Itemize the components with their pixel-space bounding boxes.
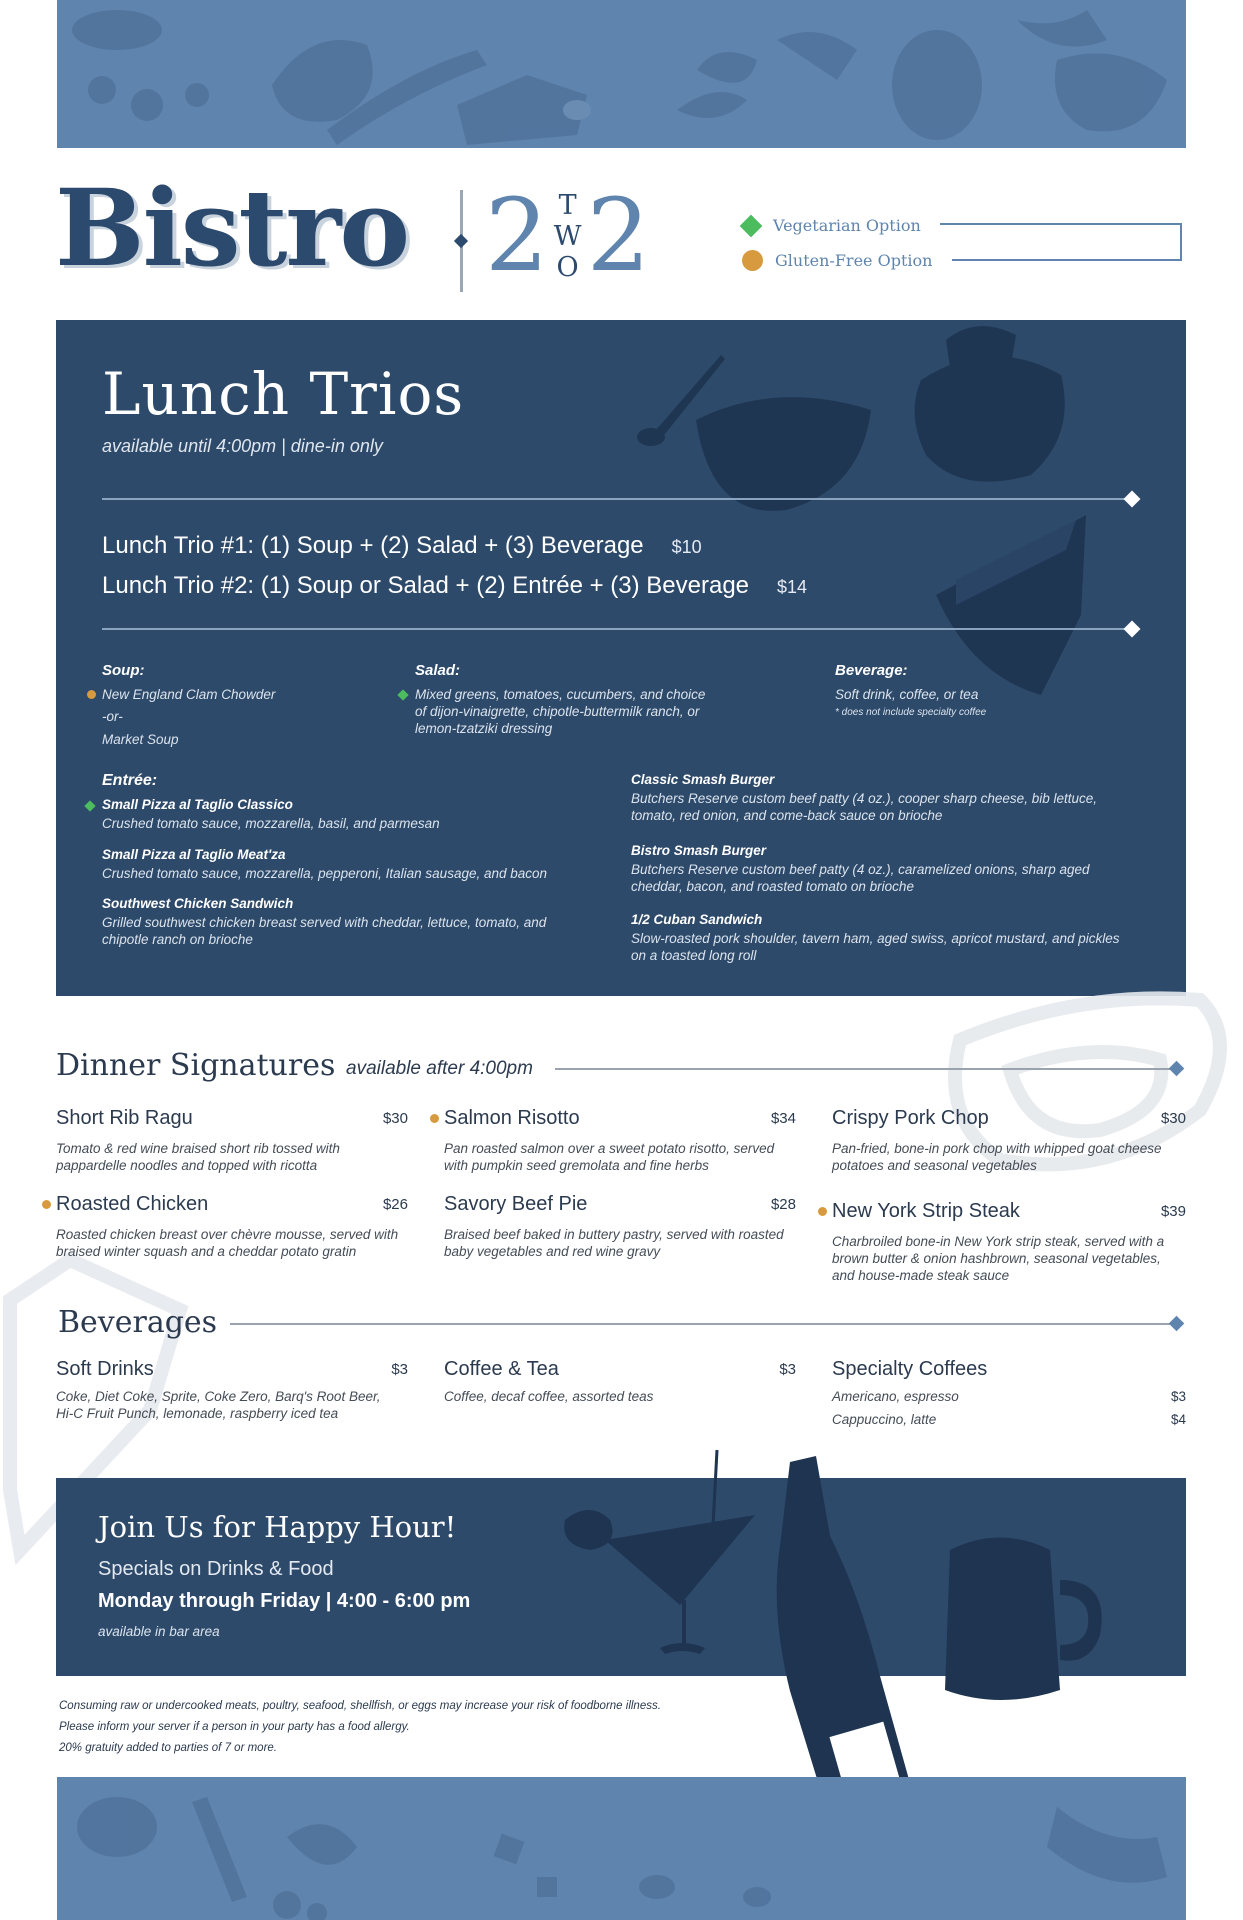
legend-vegetarian bbox=[740, 208, 932, 243]
soft-drinks-name: Soft Drinks bbox=[56, 1358, 154, 1380]
entree-classic-smash-name: Classic Smash Burger bbox=[631, 772, 775, 787]
disclaimer-line: Please inform your server if a person in your party has a food allergy. bbox=[59, 1721, 410, 1733]
dinner-item-desc: and house-made steak sauce bbox=[832, 1268, 1010, 1283]
entree-southwest-desc-1: Grilled southwest chicken breast served with cheddar, lettuce, tomato, and bbox=[102, 915, 547, 930]
entree-southwest-desc-2: chipotle ranch on brioche bbox=[102, 932, 253, 947]
logo-two-letters bbox=[551, 190, 585, 283]
trio-1-price: $10 bbox=[671, 537, 702, 557]
dinner-item-desc: Charbroiled bone-in New York strip steak, served with a bbox=[832, 1234, 1165, 1249]
dinner-title: Dinner Signatures bbox=[56, 1048, 336, 1083]
coffee-tea-desc: Coffee, decaf coffee, assorted teas bbox=[444, 1389, 654, 1404]
dinner-item-desc: Pan roasted salmon over a sweet potato risotto, served bbox=[444, 1141, 775, 1156]
legend-bracket bbox=[1180, 223, 1182, 261]
soup-item-2: Market Soup bbox=[102, 732, 179, 747]
dinner-item-name: Roasted Chicken bbox=[56, 1193, 209, 1215]
food-sketch-icon bbox=[57, 1777, 1186, 1920]
logo-diamond-icon bbox=[454, 234, 468, 248]
happy-hour-note: available in bar area bbox=[98, 1624, 220, 1639]
entree-cuban-name: 1/2 Cuban Sandwich bbox=[631, 912, 763, 927]
entree-southwest-name: Southwest Chicken Sandwich bbox=[102, 896, 294, 911]
legend-gluten-free-label: Gluten-Free Option bbox=[775, 251, 933, 270]
dinner-item-price: $34 bbox=[770, 1110, 796, 1127]
divider bbox=[555, 1068, 1175, 1070]
specialty-row-price: $4 bbox=[1170, 1412, 1186, 1427]
dinner-item-desc: brown butter & onion hashbrown, seasonal vegetables, bbox=[832, 1251, 1161, 1266]
coffee-tea-name: Coffee & Tea bbox=[444, 1358, 559, 1380]
soup-item-1: New England Clam Chowder bbox=[102, 687, 276, 702]
dinner-item-name: Salmon Risotto bbox=[444, 1107, 580, 1129]
logo-two bbox=[485, 177, 651, 294]
dinner-item-price: $30 bbox=[382, 1110, 408, 1127]
divider bbox=[230, 1323, 1170, 1325]
specialty-row-item: Cappuccino, latte bbox=[832, 1412, 937, 1427]
entree-bistro-smash-desc-1: Butchers Reserve custom beef patty (4 oz.), caramelized onions, sharp aged bbox=[631, 862, 1090, 877]
dinner-item-desc: Roasted chicken breast over chèvre mousse, served with bbox=[56, 1227, 399, 1242]
gluten-free-icon bbox=[42, 1200, 51, 1209]
entree-meatza-desc: Crushed tomato sauce, mozzarella, pepperoni, Italian sausage, and bacon bbox=[102, 866, 548, 881]
entree-classico-desc: Crushed tomato sauce, mozzarella, basil, and parmesan bbox=[102, 816, 440, 831]
dinner-item-name: New York Strip Steak bbox=[832, 1200, 1020, 1222]
dinner-item-price: $30 bbox=[1160, 1110, 1186, 1127]
entree-classic-smash-desc-2: tomato, red onion, and come-back sauce on brioche bbox=[631, 808, 943, 823]
beverage-heading: Beverage: bbox=[835, 662, 908, 679]
dinner-item-price: $28 bbox=[770, 1196, 796, 1213]
trio-2-price: $14 bbox=[777, 577, 808, 597]
happy-hour-days: Monday through Friday | 4:00 - 6:00 pm bbox=[98, 1590, 471, 1612]
dinner-item-desc: Tomato & red wine braised short rib tossed with bbox=[56, 1141, 340, 1156]
food-sketch-icon bbox=[57, 0, 1186, 148]
entree-cuban-desc-1: Slow-roasted pork shoulder, tavern ham, aged swiss, apricot mustard, and pickles bbox=[631, 931, 1120, 946]
trio-2-label: Lunch Trio #2: (1) Soup or Salad + (2) Entrée + (3) Beverage bbox=[102, 572, 750, 599]
diamond-icon bbox=[1169, 1316, 1185, 1332]
specialty-coffees-name: Specialty Coffees bbox=[832, 1358, 988, 1380]
specialty-row-price: $3 bbox=[1170, 1389, 1186, 1404]
entree-bistro-smash-name: Bistro Smash Burger bbox=[631, 843, 767, 858]
dietary-legend bbox=[740, 208, 932, 278]
disclaimer-line: Consuming raw or undercooked meats, poultry, seafood, shellfish, or eggs may increase your risk of foodborne illness. bbox=[59, 1700, 661, 1712]
specialty-row-item: Americano, espresso bbox=[832, 1389, 959, 1404]
soup-heading: Soup: bbox=[102, 662, 145, 679]
dinner-item-desc: pappardelle noodles and topped with ricotta bbox=[56, 1158, 318, 1173]
lunch-subtitle: available until 4:00pm | dine-in only bbox=[102, 436, 383, 456]
divider bbox=[102, 498, 1132, 500]
lunch-trio-2 bbox=[102, 572, 807, 600]
logo-bistro: Bistro bbox=[55, 165, 409, 290]
legend-vegetarian-label: Vegetarian Option bbox=[773, 216, 921, 235]
logo-letter-t: T bbox=[558, 190, 577, 221]
dinner-item-desc: Braised beef baked in buttery pastry, served with roasted bbox=[444, 1227, 784, 1242]
dinner-item-desc: with pumpkin seed gremolata and fine herbs bbox=[444, 1158, 709, 1173]
dinner-item-name: Short Rib Ragu bbox=[56, 1107, 193, 1129]
salad-line-1: Mixed greens, tomatoes, cucumbers, and choice bbox=[415, 687, 706, 702]
dinner-item-price: $26 bbox=[382, 1196, 408, 1213]
dinner-item-desc: braised winter squash and a cheddar potato gratin bbox=[56, 1244, 357, 1259]
logo-letter-o: O bbox=[556, 252, 579, 283]
dinner-item-name: Crispy Pork Chop bbox=[832, 1107, 989, 1129]
entree-bistro-smash-desc-2: cheddar, bacon, and roasted tomato on brioche bbox=[631, 879, 914, 894]
dinner-item-desc: potatoes and seasonal vegetables bbox=[832, 1158, 1037, 1173]
dinner-item-name: Savory Beef Pie bbox=[444, 1193, 588, 1215]
salad-heading: Salad: bbox=[415, 662, 461, 679]
diamond-icon bbox=[1169, 1061, 1185, 1077]
happy-hour-title: Join Us for Happy Hour! bbox=[98, 1510, 457, 1544]
dinner-subtitle: available after 4:00pm bbox=[346, 1058, 533, 1079]
orange-circle-icon bbox=[742, 250, 763, 271]
bottom-food-illustration-band bbox=[57, 1777, 1186, 1920]
soft-drinks-desc: Coke, Diet Coke, Sprite, Coke Zero, Barq's Root Beer, bbox=[56, 1389, 381, 1404]
entree-cuban-desc-2: on a toasted long roll bbox=[631, 948, 757, 963]
gluten-free-icon bbox=[818, 1207, 827, 1216]
gluten-free-icon bbox=[430, 1114, 439, 1123]
happy-hour-panel bbox=[56, 1478, 1186, 1676]
top-food-illustration-band bbox=[57, 0, 1186, 148]
coffee-tea-price: $3 bbox=[779, 1361, 796, 1378]
soft-drinks-desc: Hi-C Fruit Punch, lemonade, raspberry iced tea bbox=[56, 1406, 339, 1421]
entree-meatza-name: Small Pizza al Taglio Meat'za bbox=[102, 847, 286, 862]
beverages-title: Beverages bbox=[58, 1305, 218, 1340]
soup-or: -or- bbox=[102, 709, 123, 724]
happy-hour-subtitle: Specials on Drinks & Food bbox=[98, 1558, 334, 1580]
dinner-item-desc: Pan-fried, bone-in pork chop with whipped goat cheese bbox=[832, 1141, 1162, 1156]
salad-line-2: of dijon-vinaigrette, chipotle-buttermilk ranch, or bbox=[415, 704, 700, 719]
beverage-note: * does not include specialty coffee bbox=[835, 707, 987, 718]
soft-drinks-price: $3 bbox=[391, 1361, 408, 1378]
lunch-title: Lunch Trios bbox=[102, 360, 465, 428]
dinner-item-price: $39 bbox=[1160, 1203, 1186, 1220]
logo-letter-w: W bbox=[553, 221, 582, 252]
gluten-free-icon bbox=[87, 690, 96, 699]
lunch-trio-1 bbox=[102, 532, 702, 560]
disclaimer-line: 20% gratuity added to parties of 7 or more. bbox=[59, 1742, 277, 1754]
salad-line-3: lemon-tzatziki dressing bbox=[415, 721, 553, 736]
legend-line-top bbox=[940, 223, 1182, 225]
dinner-item-desc: baby vegetables and red wine gravy bbox=[444, 1244, 661, 1259]
legend-gluten-free bbox=[740, 243, 932, 278]
green-diamond-icon bbox=[740, 214, 763, 237]
logo-two-left: 2 bbox=[485, 177, 549, 294]
entree-heading: Entrée: bbox=[102, 772, 158, 789]
beverage-text: Soft drink, coffee, or tea bbox=[835, 687, 979, 702]
lunch-trios-panel bbox=[56, 320, 1186, 996]
entree-classico-name: Small Pizza al Taglio Classico bbox=[102, 797, 293, 812]
legend-line-bottom bbox=[952, 259, 1182, 261]
trio-1-label: Lunch Trio #1: (1) Soup + (2) Salad + (3) Beverage bbox=[102, 532, 644, 559]
logo-two-right: 2 bbox=[586, 177, 651, 294]
entree-classic-smash-desc-1: Butchers Reserve custom beef patty (4 oz.), cooper sharp cheese, bib lettuce, bbox=[631, 791, 1097, 806]
divider bbox=[102, 628, 1132, 630]
